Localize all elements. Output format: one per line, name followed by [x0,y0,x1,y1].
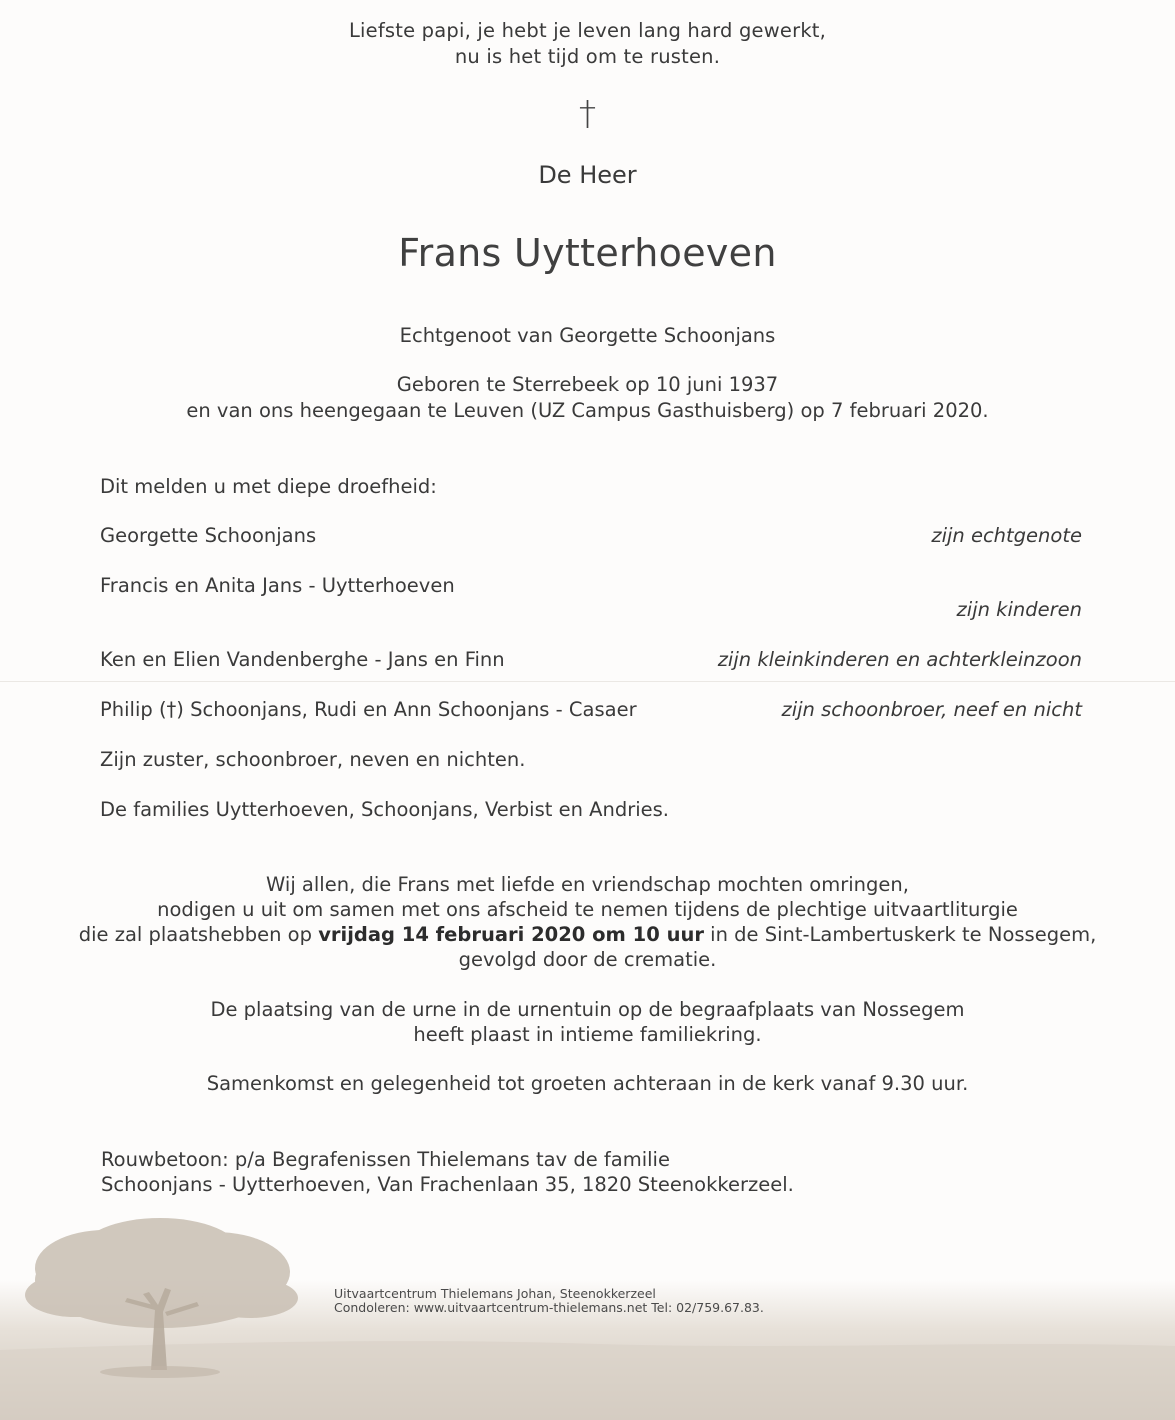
family-relation: zijn schoonbroer, neef en nicht [781,698,1082,721]
funeral-home-footer [334,1287,764,1315]
family-names: Ken en Elien Vandenberghe - Jans en Finn [100,648,505,671]
funeral-invitation [0,872,1175,972]
invitation-line-4: gevolgd door de crematie. [458,948,717,971]
invitation-line-2: nodigen u uit om samen met ons afscheid te nemen tijdens de plechtige uitvaartliturgie [157,898,1018,921]
invitation-line-1: Wij allen, die Frans met liefde en vriendschap mochten omringen, [266,873,909,896]
cross-icon: † [579,94,596,134]
family-names: Zijn zuster, schoonbroer, neven en nichten. [100,748,526,771]
motto [0,18,1175,70]
announcement: Dit melden u met diepe droefheid: [100,475,437,498]
family-row [100,747,1082,773]
family-relation: zijn kleinkinderen en achterkleinzoon [717,648,1082,671]
family-names: Georgette Schoonjans [100,524,317,547]
condolence-address [101,1147,794,1197]
family-relation: zijn echtgenote [931,524,1082,547]
invitation-line-3 [0,922,1175,947]
condolence-line-1: Rouwbetoon: p/a Begrafenissen Thielemans tav de familie [101,1148,670,1171]
birth-line: Geboren te Sterrebeek op 10 juni 1937 [396,373,779,396]
urn-line-1: De plaatsing van de urne in de urnentuin op de begraafplaats van Nossegem [210,998,965,1021]
tree-icon [15,1210,305,1385]
family-row [100,573,1082,599]
honorific-title: De Heer [538,161,637,189]
family-row [100,797,1082,823]
birth-death-info [0,372,1175,424]
gathering-info: Samenkomst en gelegenheid tot groeten achteraan in de kerk vanaf 9.30 uur. [206,1072,969,1095]
motto-line-1: Liefste papi, je hebt je leven lang hard gewerkt, [348,19,827,42]
family-row [100,647,1082,673]
motto-line-2: nu is het tijd om te rusten. [454,45,721,68]
deceased-name: Frans Uytterhoeven [398,231,777,275]
family-row [100,523,1082,549]
funeral-date-time: vrijdag 14 februari 2020 om 10 uur [318,923,704,946]
invitation-line-3-start: die zal plaatshebben op [78,923,319,946]
funeral-home-contact: Condoleren: www.uitvaartcentrum-thielemans.net Tel: 02/759.67.83. [334,1300,764,1315]
family-names: Francis en Anita Jans - Uytterhoeven [100,574,455,597]
urn-placement [0,997,1175,1047]
spouse-line: Echtgenoot van Georgette Schoonjans [399,324,776,347]
family-names: De families Uytterhoeven, Schoonjans, Verbist en Andries. [100,798,670,821]
death-line: en van ons heengegaan te Leuven (UZ Campus Gasthuisberg) op 7 februari 2020. [186,399,989,422]
funeral-home-name: Uitvaartcentrum Thielemans Johan, Steenokkerzeel [334,1286,656,1301]
fold-line [0,681,1175,682]
family-row [100,697,1082,723]
family-relation: zijn kinderen [956,598,1082,621]
condolence-line-2: Schoonjans - Uytterhoeven, Van Frachenlaan 35, 1820 Steenokkerzeel. [101,1173,794,1196]
urn-line-2: heeft plaast in intieme familiekring. [413,1023,762,1046]
invitation-line-3-end: in de Sint-Lambertuskerk te Nossegem, [703,923,1097,946]
family-names: Philip (†) Schoonjans, Rudi en Ann Schoonjans - Casaer [100,698,637,721]
